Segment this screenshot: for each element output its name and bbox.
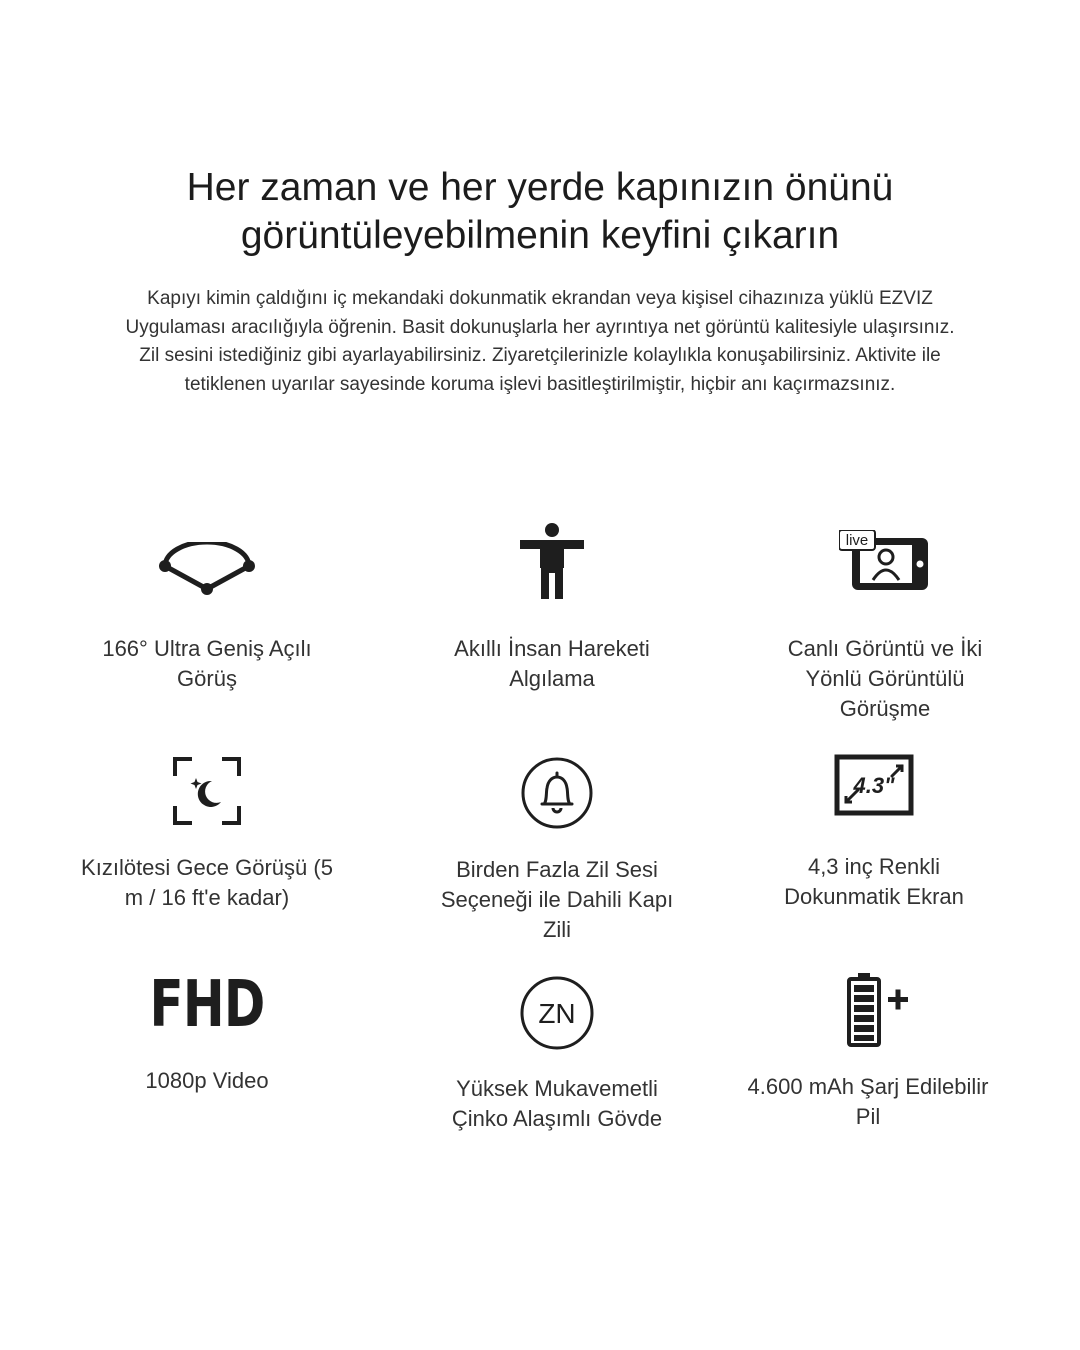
page-title (60, 164, 1020, 260)
zinc-alloy-icon (519, 975, 595, 1051)
feature-label: 1080p Video (145, 1068, 269, 1093)
live-badge: live (845, 532, 869, 549)
screen-size-text: 4.3" (853, 773, 895, 798)
feature-label: Kızılötesi Gece Görüşü (5 m / 16 ft'e kadar) (81, 855, 333, 910)
feature-night-vision (57, 750, 357, 950)
intro-line: Kapıyı kimin çaldığını iç mekandaki dokunmatik ekrandan veya kişisel cihazınıza yüklü EZVIZ (147, 288, 933, 309)
feature-human-detection (402, 520, 702, 720)
feature-wide-angle (57, 520, 357, 720)
fhd-icon: FHD (149, 968, 265, 1042)
night-vision-icon (172, 756, 242, 826)
feature-label: 166° Ultra Geniş Açılı Görüş (102, 636, 312, 691)
zinc-symbol: ZN (538, 998, 576, 1029)
feature-chime (407, 750, 707, 950)
feature-label: Akıllı İnsan Hareketi Algılama (454, 636, 650, 691)
feature-live-view (735, 520, 1035, 730)
feature-label: 4.600 mAh Şarj Edilebilir Pil (747, 1074, 989, 1129)
page-title-line: görüntüleyebilmenin keyfini çıkarın (240, 214, 840, 257)
screen-size-icon (834, 754, 914, 816)
feature-fhd (57, 970, 357, 1130)
intro-line: tetiklenen uyarılar sayesinde koruma işlevi basitleştirilmiştir, hiçbir anı kaçırmazsınız. (184, 373, 896, 395)
intro-line: Zil sesini istediğiniz gibi ayarlayabilirsiniz. Ziyaretçilerinizle kolaylıkla konuşabilirsiniz. Aktivite ile (139, 345, 941, 366)
human-figure-icon (518, 523, 586, 599)
page-title-line: Her zaman ve her yerde kapınızın önünü (186, 166, 894, 209)
feature-label: Yüksek Mukavemetli Çinko Alaşımlı Gövde (451, 1076, 663, 1131)
intro-line: Uygulaması aracılığıyla öğrenin. Basit dokunuşlarla her ayrıntıya net görüntü kalitesiyle ulaşırsınız. (125, 316, 955, 338)
feature-label: Birden Fazla Zil Sesi Seçeneği ile Dahili Kapı Zili (440, 857, 674, 942)
feature-label: Canlı Görüntü ve İki Yönlü Görüntülü Görüşme (787, 636, 983, 721)
feature-screen (724, 750, 1024, 950)
feature-zinc-alloy (407, 970, 707, 1150)
feature-label: 4,3 inç Renkli Dokunmatik Ekran (784, 854, 964, 909)
battery-charge-icon (841, 973, 911, 1047)
intro-paragraph (60, 285, 1020, 399)
wide-angle-fan-icon (159, 542, 255, 598)
feature-battery (718, 970, 1018, 1150)
bell-icon (520, 756, 594, 830)
live-video-call-icon (839, 530, 931, 594)
